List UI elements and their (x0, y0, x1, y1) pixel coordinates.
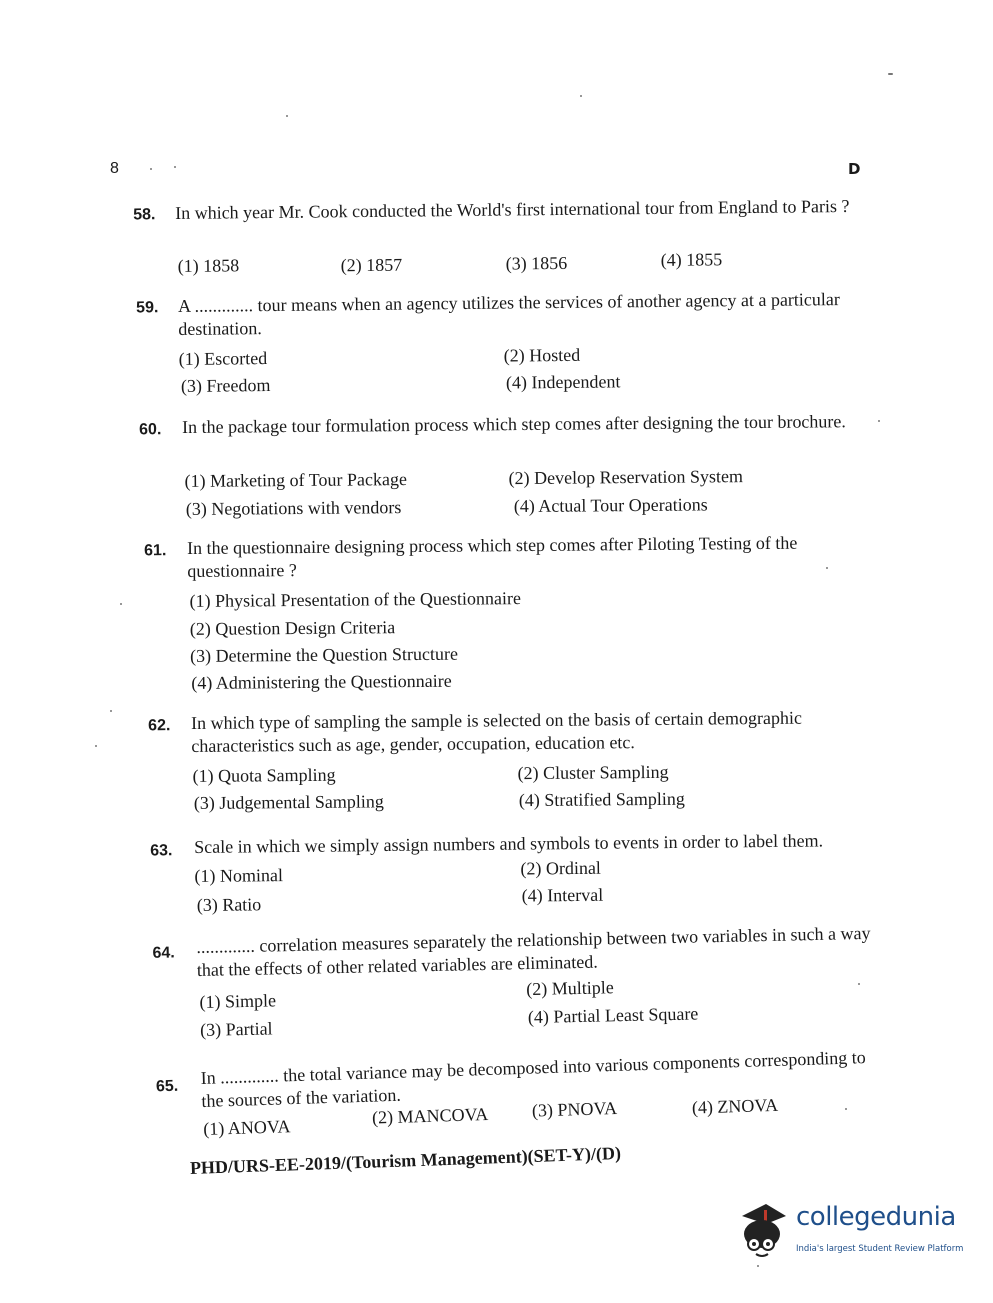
option: (2) Hosted (503, 344, 581, 366)
question-text: In ............. the total variance may be decomposed into various components corresponding to the sources of the variation. (200, 1047, 867, 1111)
option: (1) Marketing of Tour Package (184, 469, 407, 491)
option: (1) 1858 (177, 255, 240, 276)
question-text: Scale in which we simply assign numbers and symbols to events in order to label them. (194, 830, 824, 857)
logo-brand: collegedunia (796, 1202, 956, 1232)
mascot-icon (736, 1198, 792, 1260)
option: (4) Actual Tour Operations (513, 494, 708, 517)
scan-speck (858, 983, 860, 985)
option: (2) MANCOVA (371, 1103, 489, 1128)
option: (1) Simple (199, 990, 277, 1012)
option: (3) Ratio (196, 894, 262, 915)
scan-speck (878, 420, 880, 422)
set-code: D (848, 160, 861, 178)
question-number: 64. (152, 944, 175, 962)
question (0, 191, 993, 276)
question-text: A ............. tour means when an agency utilizes the services of another agency at a particular destination. (178, 289, 840, 339)
question-text: ............. correlation measures separately the relationship between two variables in such a way that the effects of other related variables are eliminated. (196, 922, 871, 980)
option: (2) Multiple (526, 977, 615, 1000)
question-text: In the questionnaire designing process which step comes after Piloting Testing of the questionnaire ? (187, 532, 798, 581)
option: (1) Physical Presentation of the Questionnaire (189, 588, 522, 611)
footer-code: PHD/URS-EE-2019/(Tourism Management)(SET-Y)/(D) (189, 1142, 622, 1178)
option: (1) Escorted (178, 348, 268, 369)
question (0, 703, 993, 813)
option: (3) Partial (199, 1018, 273, 1040)
question-number: 63. (150, 842, 173, 860)
scan-speck (580, 95, 582, 97)
question (0, 286, 993, 396)
option: (3) 1856 (505, 252, 568, 274)
option: (2) 1857 (340, 254, 403, 276)
question (0, 824, 993, 915)
scan-speck (845, 1108, 847, 1110)
option: (4) Partial Least Square (527, 1003, 699, 1028)
scan-speck (110, 710, 112, 712)
option: (3) Judgemental Sampling (193, 791, 384, 813)
option: (4) ZNOVA (691, 1094, 779, 1118)
option: (2) Ordinal (520, 857, 601, 879)
option: (4) Stratified Sampling (518, 788, 685, 811)
option: (2) Question Design Criteria (189, 617, 396, 639)
question-number: 58. (133, 206, 156, 224)
question-text: In which year Mr. Cook conducted the World's first international tour from England to Paris ? (175, 195, 850, 223)
option: (3) PNOVA (531, 1097, 618, 1121)
scan-speck (286, 115, 288, 117)
scan-speck (150, 168, 152, 170)
question-text: In the package tour formulation process which step comes after designing the tour brochure. (182, 411, 846, 437)
scan-speck (120, 603, 122, 605)
option: (4) Administering the Questionnaire (191, 670, 452, 693)
question (0, 913, 993, 1040)
option: (2) Develop Reservation System (508, 466, 744, 489)
option: (1) Quota Sampling (192, 764, 336, 786)
option: (4) 1855 (660, 249, 723, 270)
scan-speck (826, 567, 828, 569)
question-number: 61. (144, 542, 167, 560)
option: (1) Nominal (194, 865, 284, 886)
question-number: 60. (139, 421, 162, 439)
option: (2) Cluster Sampling (517, 761, 669, 784)
scan-speck (888, 73, 893, 75)
option: (1) ANOVA (203, 1116, 291, 1139)
option: (3) Negotiations with vendors (185, 497, 402, 519)
collegedunia-logo (736, 1198, 966, 1260)
scan-speck (95, 745, 97, 747)
option: (4) Interval (521, 884, 604, 906)
question-number: 65. (155, 1077, 179, 1096)
scan-speck (757, 1265, 759, 1267)
question-number: 59. (136, 299, 159, 317)
option: (3) Freedom (180, 375, 271, 396)
question (0, 530, 993, 693)
question-text: In which type of sampling the sample is selected on the basis of certain demographic characteristics such as age, gender, occupation, education etc. (191, 707, 803, 756)
question-number: 62. (148, 717, 171, 735)
question (0, 409, 993, 519)
question (0, 1030, 993, 1139)
logo-tagline: India's largest Student Review Platform (796, 1244, 964, 1254)
scan-speck (174, 166, 176, 168)
option: (3) Determine the Question Structure (189, 643, 459, 666)
option: (4) Independent (505, 371, 621, 393)
page-number: 8 (110, 160, 119, 177)
